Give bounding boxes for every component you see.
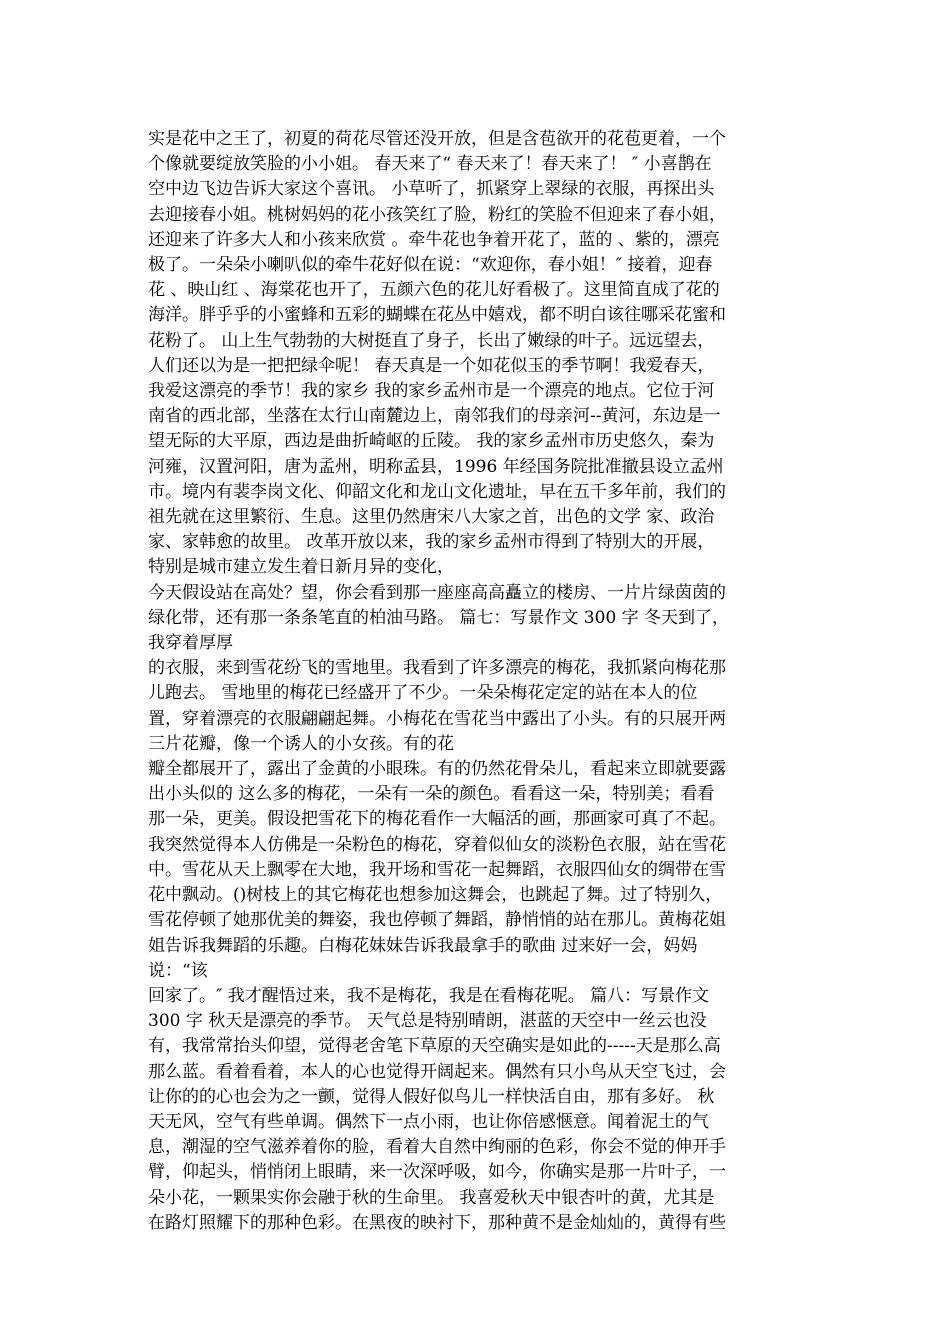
- text-line: 特别是城市建立发生着日新月异的变化，: [148, 557, 454, 578]
- text-line: 息，潮湿的空气滋养着你的脸，看着大自然中绚丽的色彩，你会不觉的伸开手: [148, 1137, 726, 1158]
- body-text: [148, 127, 808, 1236]
- text-line: 我爱这漂亮的季节！我的家乡 我的家乡孟州市是一个漂亮的地点。它位于河: [148, 381, 715, 402]
- text-line: 儿跑去。 雪地里的梅花已经盛开了不少。一朵朵梅花定定的站在本人的位: [148, 683, 698, 704]
- text-line: 出小头似的 这么多的梅花，一朵有一朵的颜色。看看这一朵，特别美；看看: [148, 784, 715, 805]
- text-line: 我穿着厚厚: [148, 633, 233, 654]
- text-line: 望无际的大平原，西边是曲折崎岖的丘陵。 我的家乡孟州市历史悠久，秦为: [148, 431, 715, 452]
- text-line: 姐告诉我舞蹈的乐趣。白梅花妹妹告诉我最拿手的歌曲 过来好一会，妈妈: [148, 935, 698, 956]
- text-line: 祖先就在这里繁衍、生息。这里仍然唐宋八大家之首，出色的文学 家、政治: [148, 507, 715, 528]
- text-line: 南省的西北部，坐落在太行山南麓边上，南邻我们的母亲河--黄河，东边是一: [148, 406, 721, 427]
- text-line: 绿化带，还有那一条条笔直的柏油马路。 篇七：写景作文 300 字 冬天到了，: [148, 607, 730, 628]
- text-line: 瓣全都展开了，露出了金黄的小眼珠。有的仍然花骨朵儿，看起来立即就要露: [148, 759, 726, 780]
- text-line: 去迎接春小姐。桃树妈妈的花小孩笑红了脸，粉红的笑脸不但迎来了春小姐，: [148, 204, 726, 225]
- text-line: 置，穿着漂亮的衣服翩翩起舞。小梅花在雪花当中露出了小头。有的只展开两: [148, 708, 726, 729]
- text-line: 三片花瓣，像一个诱人的小女孩。有的花: [148, 733, 454, 754]
- text-line: 让你的的心也会为之一颤，觉得人假好似鸟儿一样快活自由，那有多好。 秋: [148, 1086, 715, 1107]
- text-line: 的衣服，来到雪花纷飞的雪地里。我看到了许多漂亮的梅花，我抓紧向梅花那: [148, 658, 726, 679]
- text-line: 花中飘动。()树枝上的其它梅花也想参加这舞会，也跳起了舞。过了特别久，: [148, 885, 723, 906]
- text-line: 海洋。胖乎乎的小蜜蜂和五彩的蝴蝶在花丛中嬉戏，都不明白该往哪采花蜜和: [148, 305, 726, 326]
- text-line: 雪花停顿了她那优美的舞姿，我也停顿了舞蹈，静悄悄的站在那儿。黄梅花姐: [148, 910, 726, 931]
- text-line: 河雍，汉置河阳，唐为孟州，明称孟县，1996 年经国务院批准撤县设立孟州: [148, 456, 724, 477]
- text-line: 极了。一朵朵小喇叭似的牵牛花好似在说：“欢迎你，春小姐！″ 接着，迎春: [148, 255, 713, 276]
- text-line: 还迎来了许多大人和小孩来欣赏 。牵牛花也争着开花了，蓝的 、紫的，漂亮: [148, 229, 720, 250]
- text-line: 在路灯照耀下的那种色彩。在黑夜的映衬下，那种黄不是金灿灿的，黄得有些: [148, 1212, 726, 1233]
- text-line: 空中边飞边告诉大家这个喜讯。 小草听了，抓紧穿上翠绿的衣服，再探出头: [148, 179, 715, 200]
- text-line: 300 字 秋天是漂亮的季节。 天气总是特别晴朗，湛蓝的天空中一丝云也没: [148, 1011, 707, 1032]
- text-line: 人们还以为是一把把绿伞呢！ 春天真是一个如花似玉的季节啊！我爱春天，: [148, 355, 715, 376]
- text-line: 实是花中之王了，初夏的荷花尽管还没开放，但是含苞欲开的花苞更着，一个: [148, 129, 726, 149]
- text-line: 说：“该: [148, 960, 208, 981]
- text-line: 我突然觉得本人仿佛是一朵粉色的梅花，穿着似仙女的淡粉色衣服，站在雪花: [148, 834, 726, 855]
- text-line: 中。雪花从天上飘零在大地，我开场和雪花一起舞蹈，衣服四仙女的绸带在雪: [148, 859, 726, 880]
- text-line: 家、家韩愈的故里。 改革开放以来，我的家乡孟州市得到了特别大的开展，: [148, 532, 715, 553]
- text-line: 有，我常常抬头仰望，觉得老舍笔下草原的天空确实是如此的-----天是那么高: [148, 1036, 721, 1057]
- text-line: 回家了。″ 我才醒悟过来，我不是梅花，我是在看梅花呢。 篇八：写景作文: [148, 985, 710, 1006]
- text-line: 那一朵，更美。假设把雪花下的梅花看作一大幅活的画，那画家可真了不起。: [148, 809, 726, 830]
- text-line: 朵小花，一颗果实你会融于秋的生命里。 我喜爱秋天中银杏叶的黄，尤其是: [148, 1187, 715, 1208]
- text-line: 臂，仰起头，悄悄闭上眼睛，来一次深呼吸，如今，你确实是那一片叶子，一: [148, 1162, 726, 1183]
- text-lines: [148, 127, 808, 1236]
- text-line: 花 、映山红 、海棠花也开了，五颜六色的花儿好看极了。这里简直成了花的: [148, 280, 720, 301]
- text-line: 个像就要绽放笑脸的小小姐。 春天来了“ 春天来了！春天来了！ ″ 小喜鹊在: [148, 154, 712, 175]
- text-line: 那么蓝。看着看着，本人的心也觉得开阔起来。偶然有只小鸟从天空飞过，会: [148, 1061, 726, 1082]
- text-line: 今天假设站在高处？望，你会看到那一座座高高矗立的楼房、一片片绿茵茵的: [148, 582, 726, 603]
- text-line: 花粉了。 山上生气勃勃的大树挺直了身子，长出了嫩绿的叶子。远远望去，: [148, 330, 715, 351]
- text-line: 市。境内有裴李岗文化、仰韶文化和龙山文化遗址，早在五千多年前，我们的: [148, 481, 726, 502]
- text-line: 天无风，空气有些单调。偶然下一点小雨，也让你倍感惬意。闻着泥土的气: [148, 1111, 709, 1132]
